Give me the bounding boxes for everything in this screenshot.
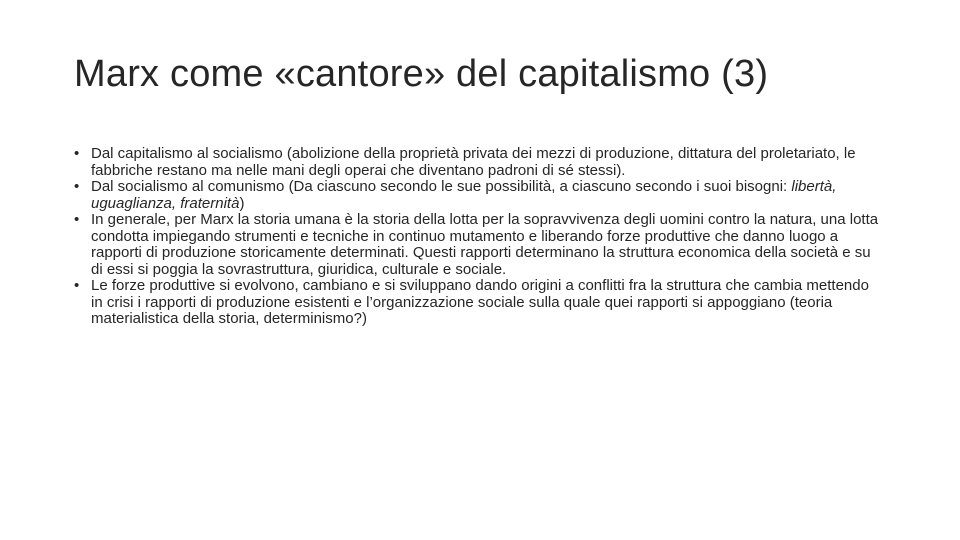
bullet-item <box>74 212 884 278</box>
bullet-list <box>74 146 884 328</box>
bullet-item <box>74 146 884 179</box>
bullet-dot-icon: • <box>74 277 80 294</box>
bullet-text-part: Dal socialismo al comunismo (Da ciascuno secondo le sue possibilità, a ciascuno secondo i suoi bisogni: <box>91 178 792 195</box>
bullet-text <box>91 178 836 212</box>
bullet-dot-icon: • <box>74 145 80 162</box>
bullet-text-italic: libertà, uguaglianza, fraternità <box>91 178 837 212</box>
bullet-text: In generale, per Marx la storia umana è la storia della lotta per la sopravvivenza degli uomini contro la natura, una lotta condotta impiegando strumenti e tecniche in continuo mutamento e liberando forze produttive che danno luogo a rapporti di produzione storicamente determinati. Questi rapporti determinano la struttura economica della società e su di essi si poggia la sovrastruttura, giuridica, culturale e sociale. <box>91 211 879 278</box>
bullet-item <box>74 278 884 328</box>
bullet-dot-icon: • <box>74 178 80 195</box>
bullet-text: Dal capitalismo al socialismo (abolizione della proprietà privata dei mezzi di produzione, dittatura del proletariato, le fabbriche restano ma nelle mani degli operai che diventano padroni di sé stessi). <box>91 145 856 179</box>
slide-title: Marx come «cantore» del capitalismo (3) <box>74 53 769 95</box>
bullet-item <box>74 179 884 212</box>
bullet-text-part: ) <box>239 194 245 212</box>
bullet-dot-icon: • <box>74 211 80 228</box>
bullet-text: Le forze produttive si evolvono, cambiano e si sviluppano dando origini a conflitti fra la struttura che cambia mettendo in crisi i rapporti di produzione esistenti e l’organizzazione sociale sulla quale quei rapporti si appoggiano (teoria materialistica della storia, determinismo?) <box>91 277 869 327</box>
